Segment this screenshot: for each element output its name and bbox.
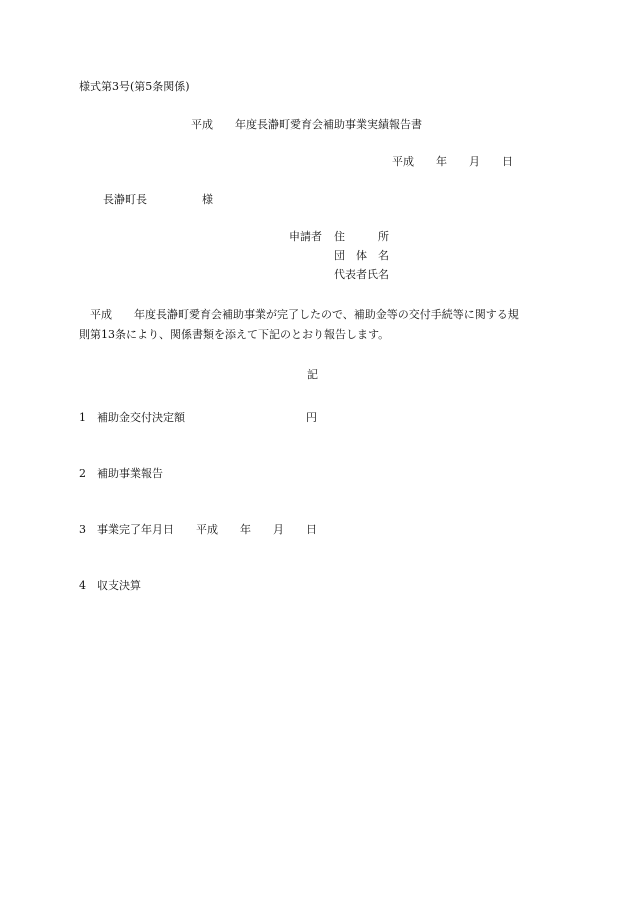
- applicant-address-label: 住 所: [334, 230, 389, 243]
- applicant-label: 申請者: [289, 230, 322, 243]
- applicant-group-label: 団 体 名: [334, 249, 389, 262]
- item-grant-decision-amount: 1 補助金交付決定額 円: [79, 411, 317, 424]
- item-settlement: 4 収支決算: [79, 579, 141, 592]
- item-project-report: 2 補助事業報告: [79, 467, 163, 480]
- item-completion-date: 3 事業完了年月日 平成 年 月 日: [79, 523, 317, 536]
- addressee: 長瀞町長 様: [103, 193, 213, 206]
- report-body-line-2: 則第13条により、関係書類を添えて下記のとおり報告します。: [79, 328, 390, 341]
- report-date: 平成 年 月 日: [392, 155, 513, 168]
- form-number: 様式第3号(第5条関係): [79, 80, 190, 93]
- report-body-line-1: 平成 年度長瀞町愛育会補助事業が完了したので、補助金等の交付手続等に関する規: [90, 308, 519, 321]
- report-body: [79, 305, 551, 345]
- document-title: 平成 年度長瀞町愛育会補助事業実績報告書: [191, 118, 422, 131]
- ki-heading: 記: [307, 368, 318, 381]
- applicant-representative-label: 代表者氏名: [334, 268, 389, 281]
